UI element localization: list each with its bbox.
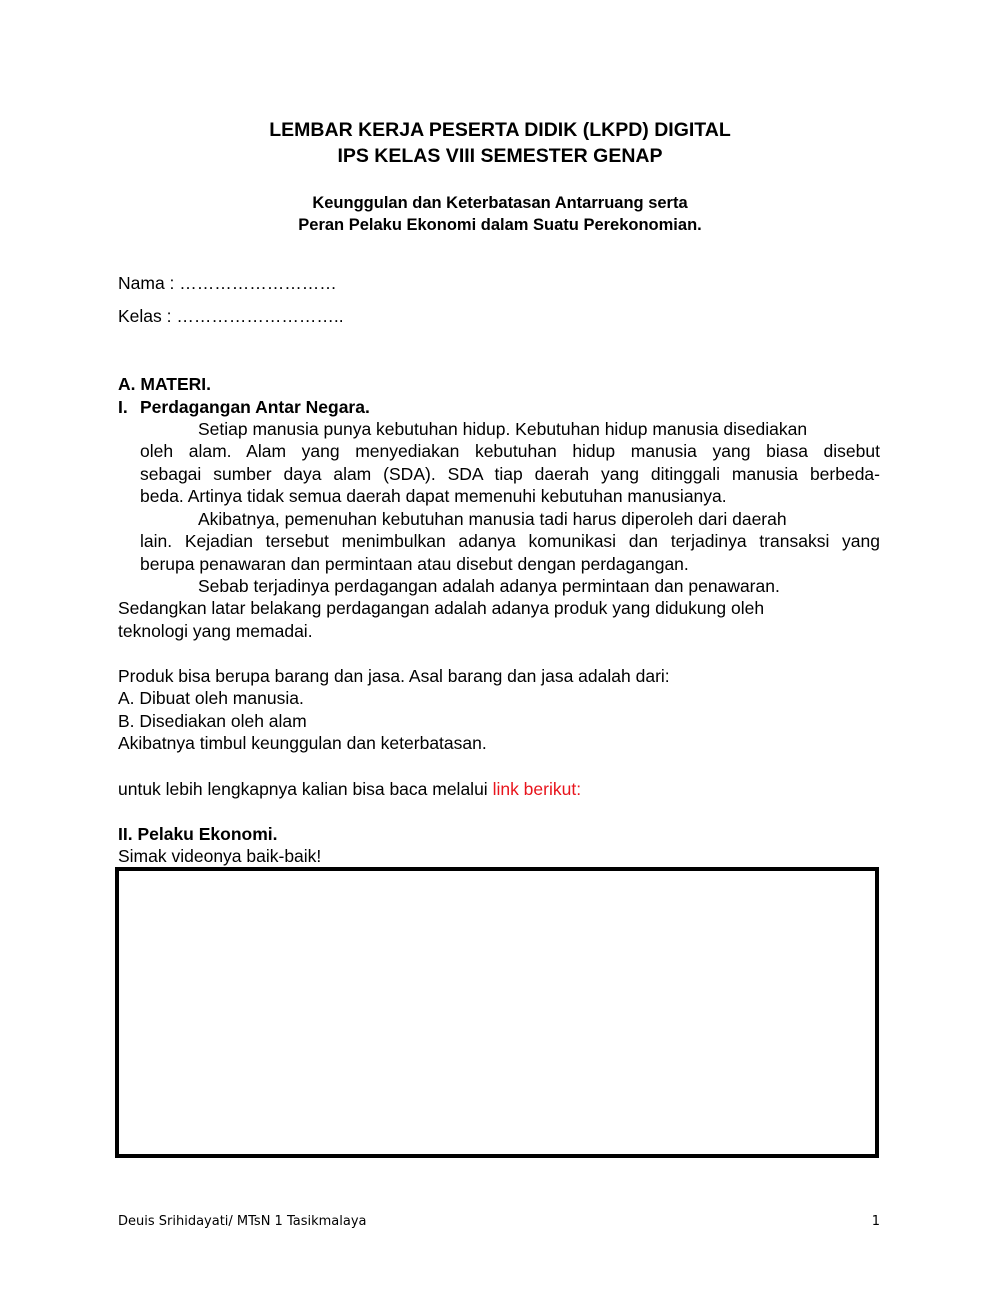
document-title-line2: IPS KELAS VIII SEMESTER GENAP: [337, 145, 663, 167]
footer-author: Deuis Srihidayati/ MTsN 1 Tasikmalaya: [118, 1214, 367, 1229]
paragraph-2-line2: lain. Kejadian tersebut menimbulkan adanya komunikasi dan terjadinya transaksi yang: [140, 531, 880, 551]
paragraph-4-line3: B. Disediakan oleh alam: [118, 711, 307, 731]
document-title-line1: LEMBAR KERJA PESERTA DIDIK (LKPD) DIGITAL: [269, 119, 731, 141]
paragraph-4-line4: Akibatnya timbul keunggulan dan keterbatasan.: [118, 733, 487, 753]
document-subtitle-line1: Keunggulan dan Keterbatasan Antarruang serta: [312, 194, 688, 212]
paragraph-2-line1: Akibatnya, pemenuhan kebutuhan manusia tadi harus diperoleh dari daerah: [198, 509, 787, 529]
subsection-1-title: Perdagangan Antar Negara.: [140, 397, 370, 417]
kelas-field[interactable]: [118, 305, 344, 328]
link-line: [118, 778, 581, 801]
paragraph-3-line3: teknologi yang memadai.: [118, 621, 313, 641]
subsection-1-number: I.: [118, 397, 128, 417]
page-number: 1: [871, 1214, 880, 1229]
link-intro-text: untuk lebih lengkapnya kalian bisa baca melalui: [118, 779, 493, 799]
video-embed-frame[interactable]: [115, 867, 879, 1158]
nama-field[interactable]: [118, 272, 337, 295]
paragraph-1-line4: beda. Artinya tidak semua daerah dapat memenuhi kebutuhan manusianya.: [140, 486, 727, 506]
section-a-heading: A. MATERI.: [118, 374, 212, 394]
kelas-label: Kelas :: [118, 306, 177, 326]
document-subtitle-line2: Peran Pelaku Ekonomi dalam Suatu Perekonomian.: [298, 216, 702, 234]
paragraph-4-line2: A. Dibuat oleh manusia.: [118, 688, 304, 708]
video-instruction: Simak videonya baik-baik!: [118, 846, 322, 866]
section-b-heading: II. Pelaku Ekonomi.: [118, 824, 278, 844]
read-more-link[interactable]: link berikut:: [492, 779, 582, 799]
paragraph-3-line2: Sedangkan latar belakang perdagangan adalah adanya produk yang didukung oleh: [118, 598, 765, 618]
kelas-value[interactable]: ………………………..: [176, 306, 344, 326]
paragraph-4-line1: Produk bisa berupa barang dan jasa. Asal barang dan jasa adalah dari:: [118, 666, 670, 686]
paragraph-3-line1: Sebab terjadinya perdagangan adalah adanya permintaan dan penawaran.: [198, 576, 780, 596]
paragraph-2-line3: berupa penawaran dan permintaan atau disebut dengan perdagangan.: [140, 554, 689, 574]
paragraph-1-line2: oleh alam. Alam yang menyediakan kebutuhan hidup manusia yang biasa disebut: [140, 441, 880, 461]
paragraph-1-line1: Setiap manusia punya kebutuhan hidup. Kebutuhan hidup manusia disediakan: [198, 419, 808, 439]
paragraph-1-line3: sebagai sumber daya alam (SDA). SDA tiap daerah yang ditinggali manusia berbeda-: [140, 464, 880, 484]
nama-label: Nama :: [118, 273, 180, 293]
nama-value[interactable]: ………………………: [179, 273, 337, 293]
